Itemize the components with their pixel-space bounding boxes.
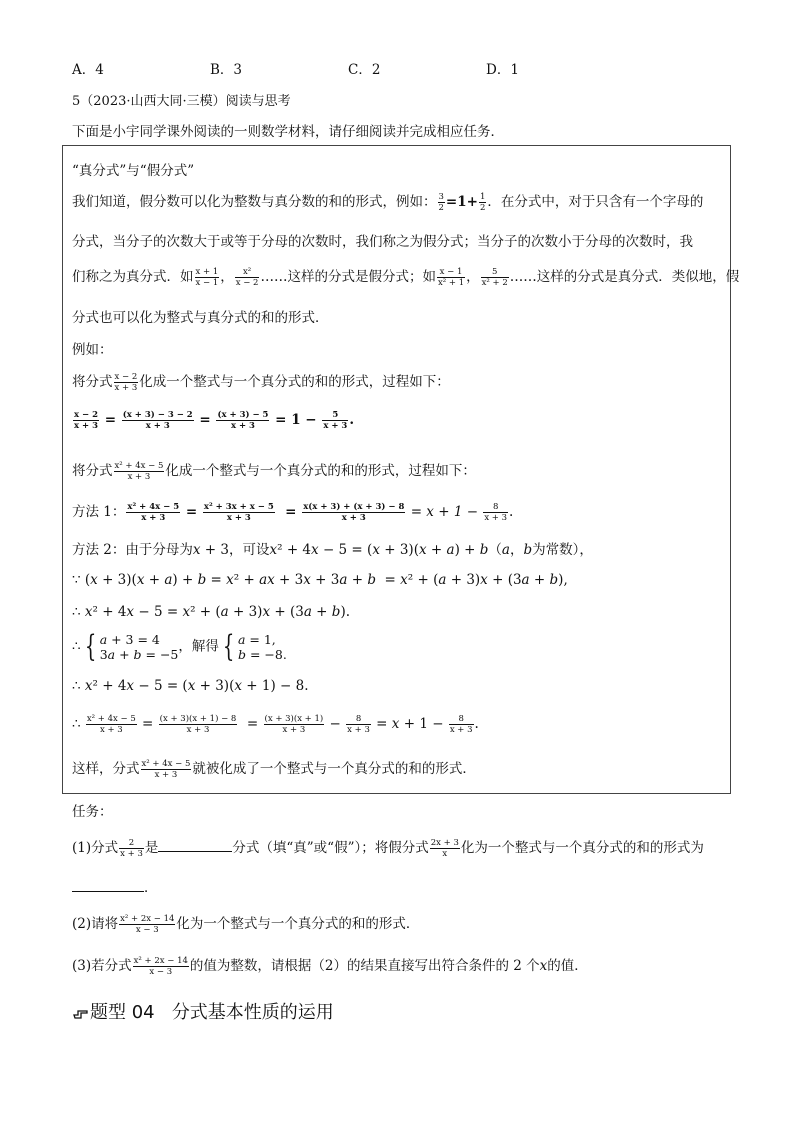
task-2: (2)请将 $\frac{\text{x² + 2x − 14}}{x - 3}$ 化为一个整式与一个真分式的和的形式． [72, 914, 420, 935]
box-paragraph-line-4: 分式也可以化为整式与真分式的和的形式． [72, 310, 329, 326]
section-heading [72, 998, 334, 1024]
example-2-intro: 将分式 $\frac{\text{x² + 4x − 5}}{x + 3}$ 化成一个整式与一个真分式的和的形式，过程如下： [72, 461, 476, 482]
option-b: B．3 [210, 62, 243, 78]
step-therefore-1: ∴ x² + 4x − 5 = x² + (a + 3)x + (3a + b). [72, 604, 351, 620]
answer-blank-2[interactable] [72, 891, 144, 892]
task-1-continued: ． [72, 876, 158, 896]
box-paragraph-line-1: 我们知道，假分数可以化为整数与真分数的和的形式，例如： $\frac{3}{2}$ =1+ $\frac{1}{2}$ ．在分式中，对于只含有一个字母的 [72, 192, 704, 213]
tasks-label: 任务： [72, 804, 113, 820]
box-title: “真分式”与“假分式” [72, 163, 195, 179]
task-1: (1)分式 $\frac{2}{x + 3}$ 是 分式（填“真”或“假”）；将假分式 $\frac{2x + 3}{x}$ 化为一个整式与一个真分式的和的形式为 [72, 838, 704, 859]
section-title: 分式基本性质的运用 [171, 1002, 334, 1023]
method-2: 方法 2：由于分母为x + 3，可设x² + 4x − 5 = (x + 3)(x + a) + b（a，b为常数）， [72, 542, 593, 558]
answer-blank-1[interactable] [158, 851, 232, 852]
question-header: 5（2023·山西大同·三模）阅读与思考 [72, 94, 291, 109]
step-therefore-2: ∴ x² + 4x − 5 = (x + 3)(x + 1) − 8. [72, 678, 309, 694]
question-intro: 下面是小宇同学课外阅读的一则数学材料，请仔细阅读并完成相应任务． [72, 124, 504, 140]
box-conclusion: 这样，分式 $\frac{\text{x² + 4x − 5}}{x + 3}$ 就被化成了一个整式与一个真分式的和的形式． [72, 759, 476, 780]
option-a: A．4 [72, 62, 104, 78]
example-label: 例如： [72, 342, 113, 358]
option-c: C．2 [348, 62, 381, 78]
section-label: 题型 04 [90, 1002, 155, 1023]
step-system: ∴ { a + 3 = 4 3a + b = −5，解得 { a = 1, b = −8. [72, 629, 287, 664]
example-1-derivation: $\frac{x - 2}{x + 3}$ = $\frac{(x + 3) - 3 - 2}{x + 3}$ = $\frac{(x + 3) - 5}{x + 3}$ = 1 − $\frac{5}{x + 3}$ . [74, 410, 355, 431]
step-therefore-3: ∴ $\frac{\text{x² + 4x − 5}}{x + 3}$ = $\frac{(x + 3)(x + 1) - 8}{x + 3}$ = $\frac{(x + 3)(x + 1)}{x + 3}$ − $\frac{8}{x + 3}$ = x + 1 − $\frac{8}{x + 3}$ . [72, 714, 479, 735]
box-paragraph-line-3: 们称之为真分式．如 $\frac{x + 1}{x - 1}$ ， $\frac{\text{x²}}{x - 2}$ ……这样的分式是假分式；如 $\frac{x - 1}{\text{x² + 1}}$ ， $\frac{5}{\text{x² + 2}}$ ……这样的分式是真分式．类似地，假 [72, 267, 740, 288]
step-because: ∵ (x + 3)(x + a) + b = x² + ax + 3x + 3a + b = x² + (a + 3)x + (3a + b), [72, 572, 568, 588]
option-d: D．1 [486, 62, 519, 78]
method-1: 方法 1： $\frac{\text{x² + 4x − 5}}{x + 3}$ = $\frac{\text{x² + 3x + x − 5}}{x + 3}$ = $\frac{x(x + 3) + (x + 3) - 8}{x + 3}$ = x + 1 − $\frac{8}{x + 3}$ . [72, 502, 514, 523]
pointing-hand-icon [72, 1006, 90, 1020]
task-3: (3)若分式 $\frac{\text{x² + 2x − 14}}{x - 3}$ 的值为整数，请根据（2）的结果直接写出符合条件的 2 个x的值． [72, 956, 588, 977]
box-paragraph-line-2: 分式，当分子的次数大于或等于分母的次数时，我们称之为假分式；当分子的次数小于分母的次数时，我 [72, 234, 693, 250]
example-1-intro: 将分式 $\frac{x - 2}{x + 3}$ 化成一个整式与一个真分式的和的形式，过程如下： [72, 372, 450, 393]
